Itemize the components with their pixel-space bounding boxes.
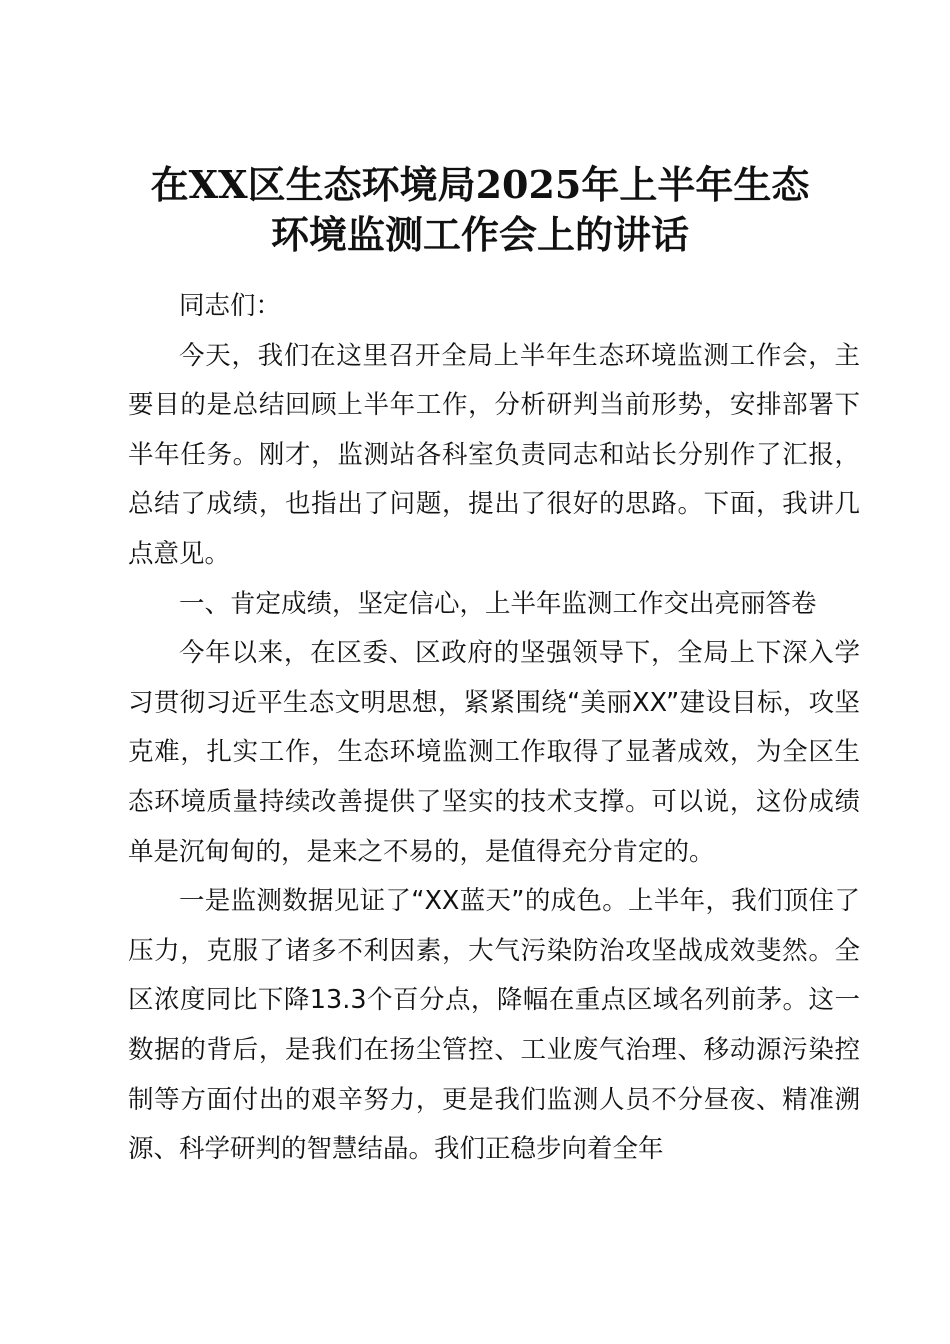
document-body <box>128 282 860 1175</box>
title-line-2: 环境监测工作会上的讲话 <box>270 212 689 257</box>
section-heading-1: 一、肯定成绩，坚定信心，上半年监测工作交出亮丽答卷 <box>179 588 817 619</box>
paragraph-intro: 今天，我们在这里召开全局上半年生态环境监测工作会，主要目的是总结回顾上半年工作，分析研判当前形势，安排部署下半年任务。刚才，监测站各科室负责同志和站长分别作了汇报，总结了成绩，也指出了问题，提出了很好的思路。下面，我讲几点意见。 <box>128 340 860 569</box>
paragraph-air-quality: 一是监测数据见证了“XX蓝天”的成色。上半年，我们顶住了压力，克服了诸多不利因素，大气污染防治攻坚战成效斐然。全区浓度同比下降13.3个百分点，降幅在重点区域名列前茅。这一数据的背后，是我们在扬尘管控、工业废气治理、移动源污染控制等方面付出的艰辛努力，更是我们监测人员不分昼夜、精准溯源、科学研判的智慧结晶。我们正稳步向着全年 <box>128 886 860 1165</box>
document-title <box>100 160 860 260</box>
paragraph-achievements: 今年以来，在区委、区政府的坚强领导下，全局上下深入学习贯彻习近平生态文明思想，紧紧围绕“美丽XX”建设目标，攻坚克难，扎实工作，生态环境监测工作取得了显著成效，为全区生态环境质量持续改善提供了坚实的技术支撑。可以说，这份成绩单是沉甸甸的，是来之不易的，是值得充分肯定的。 <box>128 638 860 867</box>
title-line-1: 在XX区生态环境局2025年上半年生态 <box>150 162 810 207</box>
salutation: 同志们： <box>179 291 282 321</box>
